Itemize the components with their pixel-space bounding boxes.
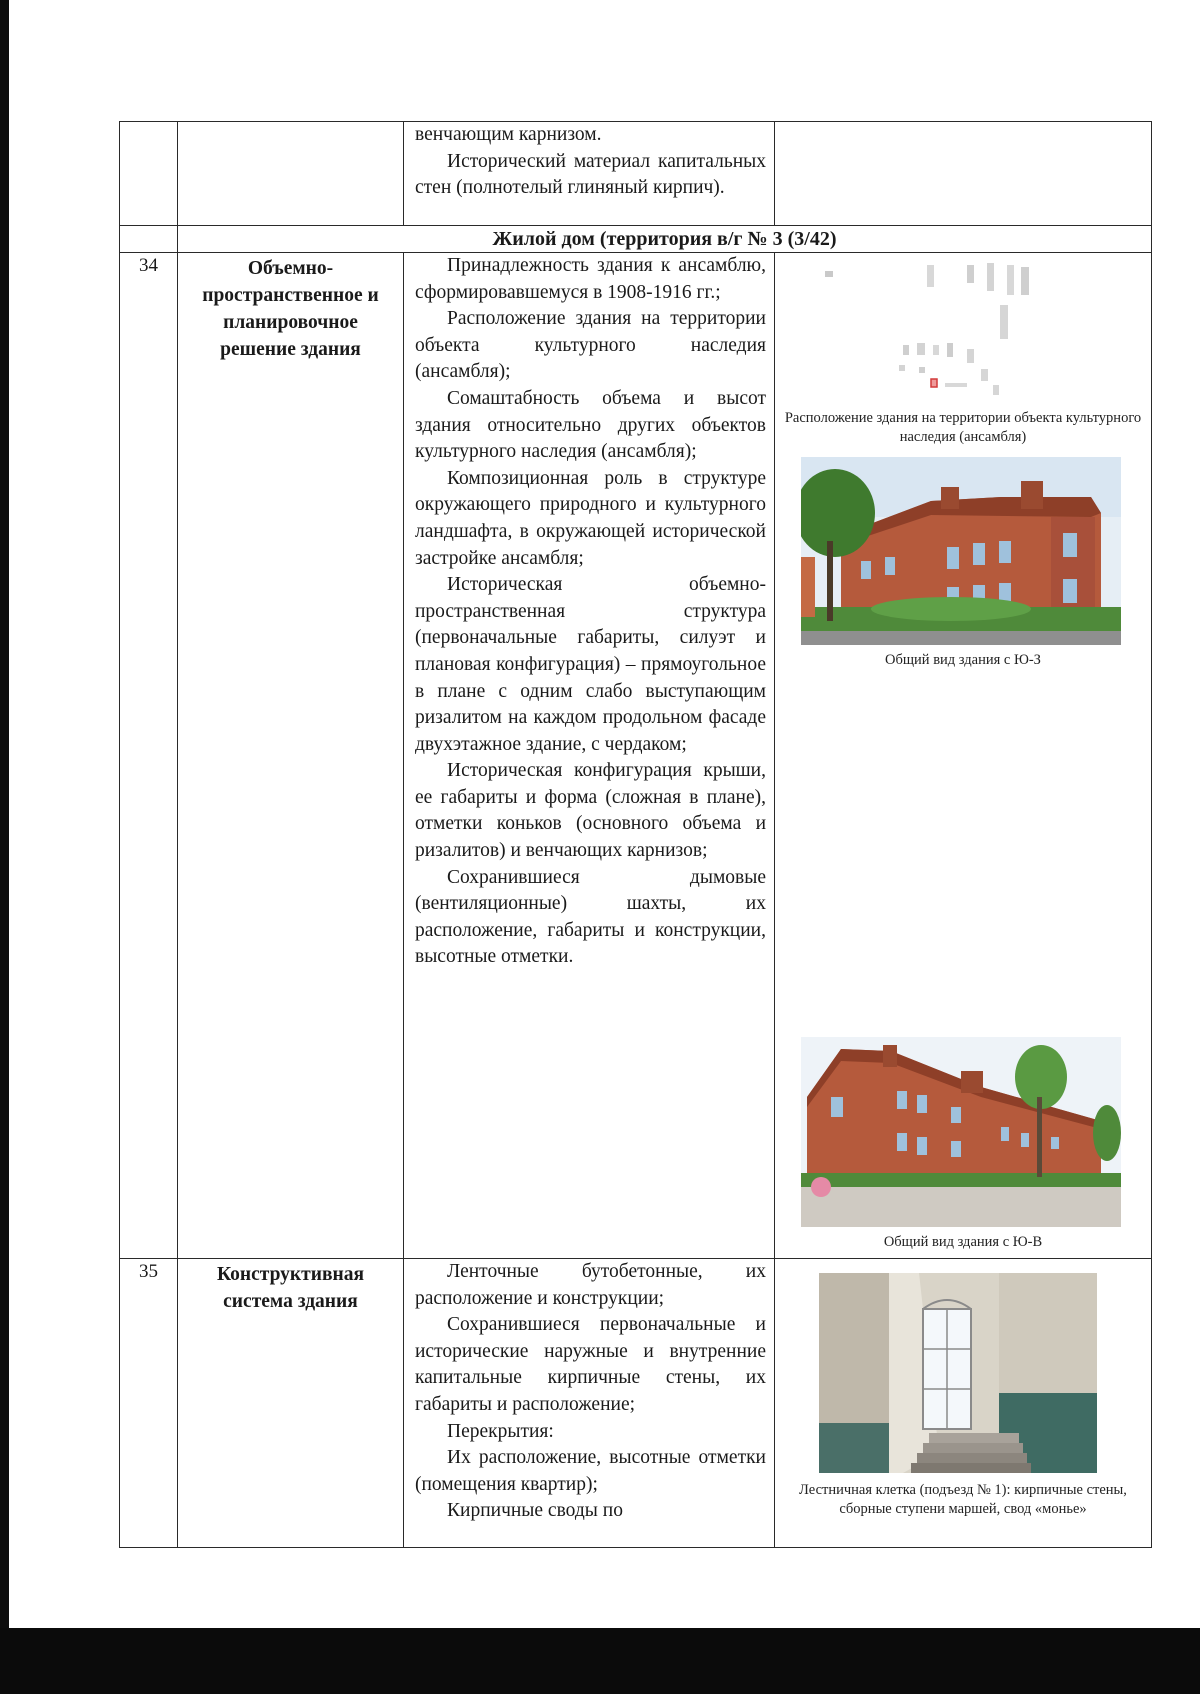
- row-description: [404, 1259, 775, 1548]
- section-title: Жилой дом (территория в/г № 3 (3/42): [178, 226, 1152, 253]
- desc-paragraph: Композиционная роль в структуре окружающего природного и культурного ландшафта, в окружающей исторической застройке ансамбля;: [415, 467, 766, 569]
- row-number: 35: [120, 1259, 178, 1548]
- building-photo-sw: [801, 457, 1121, 645]
- row-images: [775, 1259, 1152, 1548]
- desc-paragraph: Ленточные бутобетонные, их расположение и конструкции;: [415, 1261, 766, 1309]
- section-title-num-cell: [120, 226, 178, 253]
- continuation-line-2: Исторический материал капитальных стен (полнотелый глиняный кирпич).: [415, 150, 766, 199]
- site-plan-caption: Расположение здания на территории объекта культурного наследия (ансамбля): [784, 410, 1142, 445]
- section-title-row: [120, 226, 1152, 253]
- desc-paragraph: Историческая конфигурация крыши, ее габариты и форма (сложная в плане), отметки коньков (основного объема и ризалитов) и венчающих карнизов;: [415, 760, 766, 862]
- row-name: Конструктивная система здания: [178, 1259, 404, 1548]
- photo-se-caption: Общий вид здания с Ю-В: [883, 1234, 1043, 1250]
- continuation-img-cell: [775, 122, 1152, 226]
- table-row-34: [120, 253, 1152, 1259]
- continuation-line-1: венчающим карнизом.: [415, 124, 602, 145]
- stairwell-photo: [819, 1273, 1097, 1473]
- continuation-desc-cell: [404, 122, 775, 226]
- row-images: [775, 253, 1152, 1259]
- row-number: 34: [120, 253, 178, 1259]
- row-description: [404, 253, 775, 1259]
- desc-paragraph: Сохранившиеся первоначальные и исторические наружные и внутренние капитальные кирпичные стены, их габариты и расположение;: [415, 1314, 766, 1415]
- desc-paragraph: Принадлежность здания к ансамблю, сформировавшемуся в 1908-1916 гг.;: [415, 255, 766, 303]
- desc-paragraph: Кирпичные своды по: [447, 1500, 623, 1522]
- row-name: Объемно-пространственное и планировочное решение здания: [178, 253, 404, 1259]
- desc-paragraph: Расположение здания на территории объекта культурного наследия (ансамбля);: [415, 308, 766, 383]
- desc-paragraph: Их расположение, высотные отметки (помещения квартир);: [415, 1447, 766, 1495]
- scan-bottom-bar: [0, 1628, 1200, 1694]
- continuation-row: [120, 122, 1152, 226]
- scan-left-edge: [0, 0, 9, 1694]
- stairwell-caption: Лестничная клетка (подъезд № 1): кирпичные стены, сборные ступени маршей, свод «монье»: [799, 1482, 1127, 1517]
- photo-sw-caption: Общий вид здания с Ю-З: [885, 652, 1041, 668]
- table-row-35: [120, 1259, 1152, 1548]
- desc-paragraph: Сохранившиеся дымовые (вентиляционные) шахты, их расположение, габариты и конструкции, высотные отметки.: [415, 866, 766, 968]
- building-photo-se: [801, 1037, 1121, 1227]
- heritage-table: [119, 121, 1152, 1548]
- desc-paragraph: Перекрытия:: [447, 1420, 554, 1442]
- continuation-name-cell: [178, 122, 404, 226]
- continuation-num-cell: [120, 122, 178, 226]
- desc-paragraph: Историческая объемно-пространственная структура (первоначальные габариты, силуэт и плановая конфигурация) – прямоугольное в плане с одним слабо выступающим ризалитом на каждом продольном фасаде двухэтажное здание, с чердаком;: [415, 574, 766, 755]
- site-plan-image: [795, 257, 1115, 405]
- desc-paragraph: Сомаштабность объема и высот здания относительно других объектов культурного наследия (ансамбля);: [415, 387, 766, 463]
